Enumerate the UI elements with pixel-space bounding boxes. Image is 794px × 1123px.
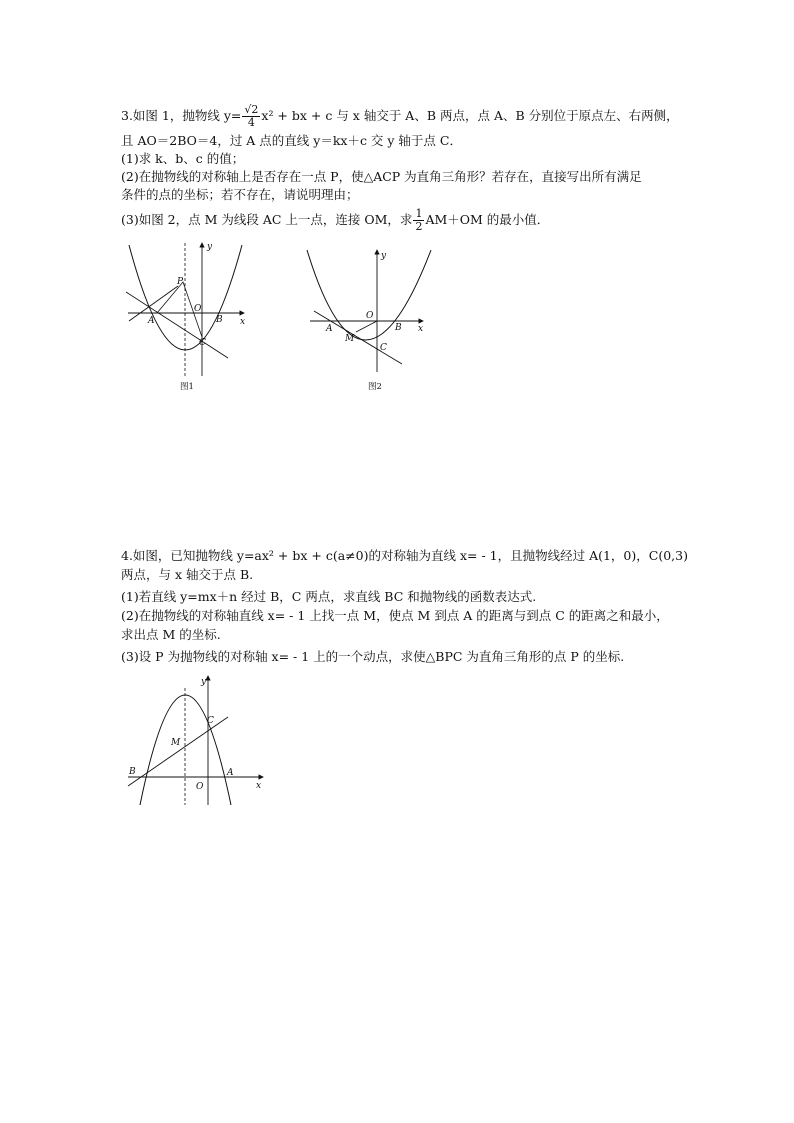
q3-line-6 [121,208,549,233]
fig2-y-label: y [381,251,387,261]
fig2-caption: 图2 [368,382,382,392]
fig1-x-label: x [240,317,246,327]
q3-fraction-one-half: $\frac{1}{2}$ [415,207,423,233]
fig2-O-label: O [366,311,374,321]
q3-line-5: 条件的点的坐标；若不存在，请说明理由； [121,187,359,202]
q3-fraction-sqrt2-over-4: $\frac{√2}{4}$ [244,103,259,129]
fig2-M-label: M [345,334,355,344]
q4-line-4: (2)在抛物线的对称轴直线 x= - 1 上找一点 M，使点 M 到点 A 的距离与到点 C 的距离之和最小， [121,608,669,623]
fig2-A-label: A [326,324,333,334]
q4-fig-y-label: y [201,677,207,687]
q4-fig-C-label: C [207,716,214,726]
fig2-x-label: x [418,324,424,334]
fig1-B-label: B [216,315,223,325]
q3-line-1 [121,104,679,129]
fig1-O-label: O [194,304,202,314]
q3-text-6b: AM＋OM 的最小值． [425,212,550,227]
q3-figure-1 [118,238,258,398]
q4-line-6: (3)设 P 为抛物线的对称轴 x= - 1 上的一个动点，求使△BPC 为直角三角形的点 P 的坐标. [121,649,625,664]
q4-fig-A-label: A [227,768,234,778]
q3-line-3: (1)求 k、b、c 的值； [121,151,245,166]
q3-text-1a: 3.如图 1，抛物线 y= [121,108,242,123]
q4-line-2: 两点，与 x 轴交于点 B. [121,567,254,582]
q3-figure-2 [300,245,435,395]
fig1-y-label: y [207,242,213,252]
q3-line-2: 且 AO＝2BO＝4，过 A 点的直线 y＝kx＋c 交 y 轴于点 C． [121,133,462,148]
fig2-C-label: C [380,343,387,353]
q4-line-1: 4.如图，已知抛物线 y=ax² + bx + c(a≠0)的对称轴为直线 x= - 1，且抛物线经过 A(1，0)，C(0,3) [121,548,688,563]
q4-figure [120,672,270,812]
fig1-A-label: A [148,316,155,326]
q4-fig-B-label: B [129,767,136,777]
q3-text-1b: x² + bx + c 与 x 轴交于 A、B 两点，点 A、B 分别位于原点左、右两侧， [261,108,679,123]
q4-line-3: (1)若直线 y=mx＋n 经过 B，C 两点，求直线 BC 和抛物线的函数表达式. [121,589,537,604]
q4-fig-M-label: M [171,738,181,748]
q3-line-4: (2)在抛物线的对称轴上是否存在一点 P，使△ACP 为直角三角形？若存在，直接写出所有满足 [121,169,642,184]
q3-text-6a: (3)如图 2，点 M 为线段 AC 上一点，连接 OM，求 [121,212,413,227]
q4-fig-O-label: O [196,782,204,792]
q4-line-5: 求出点 M 的坐标. [121,627,221,642]
fig2-B-label: B [395,323,402,333]
fig1-caption: 图1 [180,382,194,392]
q4-fig-x-label: x [256,781,262,791]
fig1-C-label: C [199,338,206,348]
fig1-P-label: P [177,277,184,287]
